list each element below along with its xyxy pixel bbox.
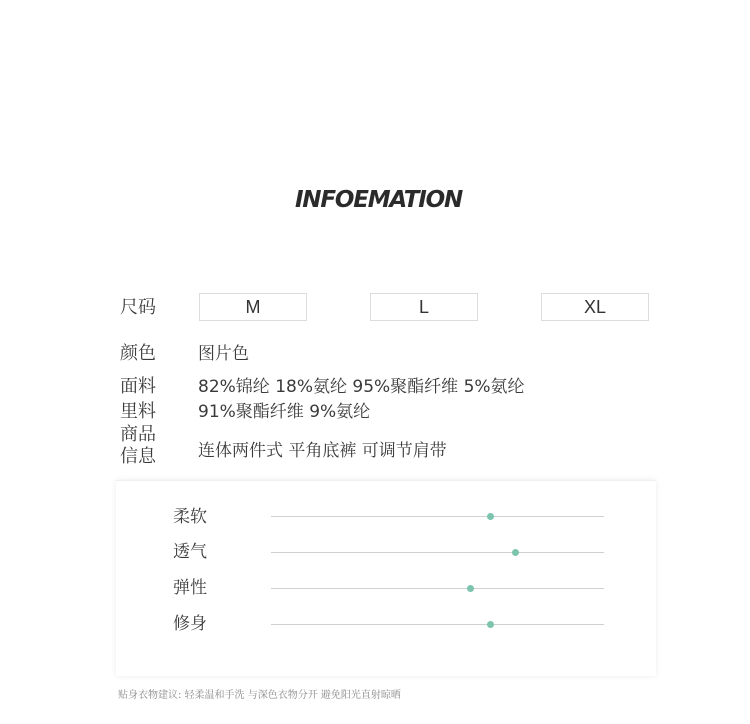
product-info-label-line1: 商品	[120, 424, 156, 445]
size-option-m[interactable]: M	[199, 293, 307, 321]
size-option-l[interactable]: L	[370, 293, 478, 321]
metric-track-elasticity	[271, 588, 604, 589]
metric-label-breathability: 透气	[173, 542, 207, 562]
product-info-label-line2: 信息	[120, 446, 156, 467]
size-option-xl[interactable]: XL	[541, 293, 649, 321]
metric-track-breathability	[271, 552, 604, 553]
color-label: 颜色	[120, 343, 156, 364]
panel-corner	[116, 481, 173, 485]
metric-track-fit	[271, 624, 604, 625]
lining-label: 里料	[120, 401, 156, 422]
color-value: 图片色	[198, 344, 249, 364]
fabric-value: 82%锦纶 18%氨纶 95%聚酯纤维 5%氨纶	[198, 377, 525, 397]
lining-value: 91%聚酯纤维 9%氨纶	[198, 402, 371, 422]
size-label: 尺码	[120, 297, 156, 318]
metric-label-fit: 修身	[173, 614, 207, 634]
metric-label-softness: 柔软	[173, 507, 207, 527]
metric-track-softness	[271, 516, 604, 517]
care-instructions: 贴身衣物建议: 轻柔温和手洗 与深色衣物分开 避免阳光直射晾晒	[118, 690, 401, 701]
metric-label-elasticity: 弹性	[173, 578, 207, 598]
product-info-value: 连体两件式 平角底裤 可调节肩带	[198, 441, 447, 461]
fabric-label: 面料	[120, 376, 156, 397]
page-title: INFOEMATION	[294, 187, 463, 213]
